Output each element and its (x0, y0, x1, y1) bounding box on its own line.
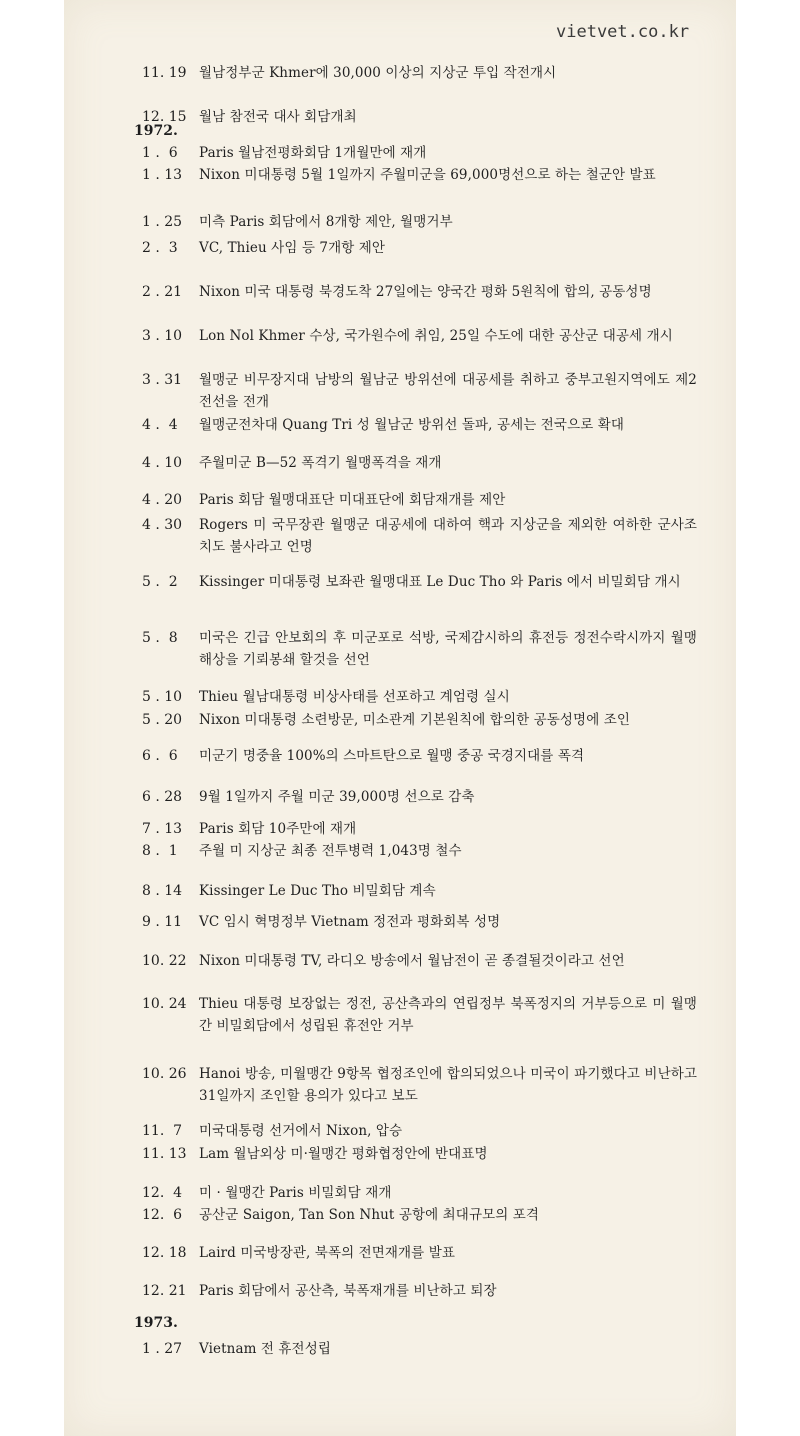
entry-date: 10. 26 (142, 1066, 187, 1082)
entry-date: 12. 4 (142, 1185, 183, 1201)
entry-date: 1 . 27 (142, 1341, 183, 1357)
entry-date: 2 . 3 (142, 240, 178, 256)
entry-date: 5 . 10 (142, 689, 183, 705)
year-heading: 1973. (134, 1315, 178, 1331)
entry-date: 12. 6 (142, 1207, 183, 1223)
entry-text: Nixon 미국 대통령 북경도착 27일에는 양국간 평화 5원칙에 합의, 공동성명 (199, 284, 652, 300)
entry-text: Nixon 미대통령 소련방문, 미소관계 기본원칙에 합의한 공동성명에 조인 (199, 712, 631, 728)
entry-text: 미측 Paris 회담에서 8개항 제안, 월맹거부 (199, 214, 453, 230)
entry-text: Laird 미국방장관, 북폭의 전면재개를 발표 (199, 1245, 455, 1261)
entry-text: Paris 월남전평화회담 1개월만에 재개 (199, 145, 427, 161)
entry-date: 11. 13 (142, 1146, 187, 1162)
entry-text: Nixon 미대통령 TV, 라디오 방송에서 월남전이 곧 종결될것이라고 선언 (199, 953, 625, 969)
entry-date: 6 . 28 (142, 789, 183, 805)
entry-date: 12. 21 (142, 1283, 187, 1299)
entry-text: Kissinger 미대통령 보좌관 월맹대표 Le Duc Tho 와 Paris 에서 비밀회담 개시 (199, 574, 681, 590)
entry-text: 미 · 월맹간 Paris 비밀회담 재개 (199, 1185, 392, 1201)
entry-text: Kissinger Le Duc Tho 비밀회담 계속 (199, 883, 436, 899)
entry-date: 7 . 13 (142, 821, 183, 837)
entry-text: Rogers 미 국무장관 월맹군 대공세에 대하여 핵과 지상군을 제외한 여하한 군사조치도 불사라고 언명 (199, 517, 697, 555)
entry-text: Vietnam 전 휴전성립 (199, 1341, 331, 1357)
entry-date: 12. 18 (142, 1245, 187, 1261)
entry-text: 9월 1일까지 주월 미군 39,000명 선으로 감축 (199, 789, 475, 805)
entry-text: 공산군 Saigon, Tan Son Nhut 공항에 최대규모의 포격 (199, 1207, 540, 1223)
entry-date: 1 . 6 (142, 145, 178, 161)
entry-text: 월맹군전차대 Quang Tri 성 월남군 방위선 돌파, 공세는 전국으로 확대 (199, 417, 625, 433)
entry-date: 5 . 8 (142, 630, 178, 646)
entry-text: Thieu 대통령 보장없는 정전, 공산측과의 연립정부 북폭정지의 거부등으로 미 월맹간 비밀회담에서 성립된 휴전안 거부 (199, 996, 697, 1034)
entry-text: Thieu 월남대통령 비상사태를 선포하고 계엄령 실시 (199, 689, 510, 705)
entry-date: 5 . 20 (142, 712, 183, 728)
entry-text: Nixon 미대통령 5월 1일까지 주월미군을 69,000명선으로 하는 철군안 발표 (199, 167, 656, 183)
entry-date: 5 . 2 (142, 574, 178, 590)
entry-text: VC, Thieu 사임 등 7개항 제안 (199, 240, 386, 256)
entry-text: 주월 미 지상군 최종 전투병력 1,043명 철수 (199, 843, 462, 859)
entry-date: 4 . 4 (142, 417, 178, 433)
entry-date: 3 . 10 (142, 328, 183, 344)
entry-text: Hanoi 방송, 미월맹간 9항목 협정조인에 합의되었으나 미국이 파기했다고 비난하고 31일까지 조인할 용의가 있다고 보도 (199, 1066, 697, 1104)
entry-text: Paris 회담 10주만에 재개 (199, 821, 357, 837)
entry-text: 주월미군 B—52 폭격기 월맹폭격을 재개 (199, 455, 442, 471)
entry-text: Paris 회담에서 공산측, 북폭재개를 비난하고 퇴장 (199, 1283, 497, 1299)
watermark: vietvet.co.kr (556, 22, 690, 42)
entry-date: 11. 19 (142, 65, 187, 81)
year-heading: 1972. (134, 123, 178, 139)
entry-date: 1 . 25 (142, 214, 183, 230)
entry-text: Lam 월남외상 미·월맹간 평화협정안에 반대표명 (199, 1146, 488, 1162)
entry-text: 월맹군 비무장지대 남방의 월남군 방위선에 대공세를 취하고 중부고원지역에도 제2전선을 전개 (199, 372, 697, 410)
entry-date: 11. 7 (142, 1123, 183, 1139)
entry-text: Lon Nol Khmer 수상, 국가원수에 취임, 25일 수도에 대한 공산군 대공세 개시 (199, 328, 673, 344)
entry-date: 10. 24 (142, 996, 187, 1012)
entry-date: 10. 22 (142, 953, 187, 969)
entry-date: 4 . 20 (142, 492, 183, 508)
entry-text: 월남정부군 Khmer에 30,000 이상의 지상군 투입 작전개시 (199, 65, 557, 81)
entry-date: 1 . 13 (142, 167, 183, 183)
entry-text: VC 임시 혁명정부 Vietnam 정전과 평화회복 성명 (199, 914, 501, 930)
entry-text: 미국은 긴급 안보회의 후 미군포로 석방, 국제감시하의 휴전등 정전수락시까지 월맹해상을 기뢰봉쇄 할것을 선언 (199, 630, 697, 668)
entry-text: 미국대통령 선거에서 Nixon, 압승 (199, 1123, 403, 1139)
entry-date: 9 . 11 (142, 914, 183, 930)
entry-date: 4 . 30 (142, 517, 183, 533)
entry-date: 12. 15 (142, 109, 187, 125)
entry-date: 4 . 10 (142, 455, 183, 471)
entry-text: 월남 참전국 대사 회담개최 (199, 109, 357, 125)
entry-date: 8 . 14 (142, 883, 183, 899)
entry-date: 2 . 21 (142, 284, 183, 300)
entry-date: 8 . 1 (142, 843, 178, 859)
entry-date: 6 . 6 (142, 748, 178, 764)
entry-date: 3 . 31 (142, 372, 183, 388)
entry-text: Paris 회담 월맹대표단 미대표단에 회담재개를 제안 (199, 492, 506, 508)
entry-text: 미군기 명중율 100%의 스마트탄으로 월맹 중공 국경지대를 폭격 (199, 748, 585, 764)
